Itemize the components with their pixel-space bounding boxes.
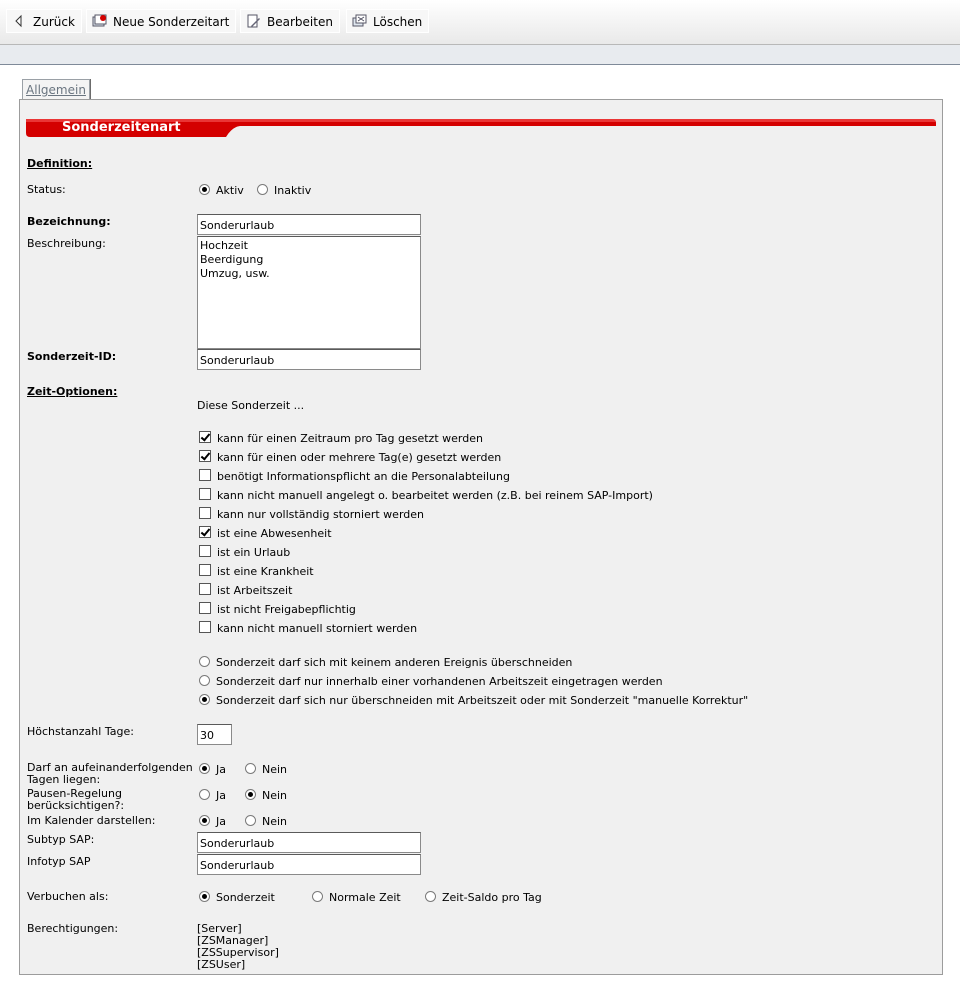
form-panel xyxy=(19,99,943,975)
name-label: Bezeichnung: xyxy=(27,215,111,228)
infotype-sap-input[interactable]: Sonderurlaub xyxy=(197,854,421,875)
delete-label: Löschen xyxy=(373,15,423,29)
consecutive-days-label xyxy=(27,762,193,786)
time-option-label: kann nur vollständig storniert werden xyxy=(217,508,424,521)
time-option-checkbox[interactable] xyxy=(199,545,290,559)
description-label: Beschreibung: xyxy=(27,237,106,250)
calendar-no-label: Nein xyxy=(262,815,288,828)
time-option-checkbox[interactable] xyxy=(199,602,356,616)
book-as-normal-time-radio[interactable] xyxy=(312,891,401,904)
time-option-checkbox[interactable] xyxy=(199,431,483,445)
radio-dot xyxy=(199,656,210,667)
consecutive-yes-radio[interactable] xyxy=(199,763,226,776)
consecutive-no-label: Nein xyxy=(262,763,288,776)
book-as-special-time-radio[interactable] xyxy=(199,891,275,904)
time-option-label: ist ein Urlaub xyxy=(217,546,291,559)
calendar-no-radio[interactable] xyxy=(245,815,287,828)
status-active-label: Aktiv xyxy=(216,184,244,197)
checkbox-box xyxy=(199,526,211,538)
permissions-label: Berechtigungen: xyxy=(27,922,119,935)
description-line: Beerdigung xyxy=(200,253,264,266)
radio-dot xyxy=(199,891,210,902)
pause-rule-label-line1: Pausen-Regelung xyxy=(27,787,122,800)
calendar-label: Im Kalender darstellen: xyxy=(27,814,156,827)
radio-dot xyxy=(425,891,436,902)
radio-dot xyxy=(199,675,210,686)
time-option-checkbox[interactable] xyxy=(199,621,417,635)
radio-dot xyxy=(199,184,210,195)
calendar-yes-label: Ja xyxy=(216,815,226,828)
description-textarea[interactable] xyxy=(197,236,421,349)
definition-heading: Definition: xyxy=(27,157,93,170)
time-option-label: kann nicht manuell storniert werden xyxy=(217,622,418,635)
radio-dot xyxy=(199,789,210,800)
calendar-yes-radio[interactable] xyxy=(199,815,226,828)
time-option-label: kann für einen oder mehrere Tag(e) gesetzt werden xyxy=(217,451,502,464)
pause-rule-yes-radio[interactable] xyxy=(199,789,226,802)
new-document-icon xyxy=(91,13,107,29)
checkbox-box xyxy=(199,583,211,595)
pause-rule-yes-label: Ja xyxy=(216,789,226,802)
time-options-intro: Diese Sonderzeit ... xyxy=(197,399,305,412)
radio-dot xyxy=(245,815,256,826)
permission-item: [Server] xyxy=(197,922,242,935)
checkbox-box xyxy=(199,564,211,576)
back-arrow-icon xyxy=(11,13,27,29)
sub-toolbar xyxy=(0,45,960,65)
time-option-label: kann nicht manuell angelegt o. bearbeitet werden (z.B. bei reinem SAP-Import) xyxy=(217,489,653,502)
checkbox-box xyxy=(199,488,211,500)
time-options-heading: Zeit-Optionen: xyxy=(27,385,118,398)
edit-label: Bearbeiten xyxy=(267,15,333,29)
max-days-input[interactable]: 30 xyxy=(197,724,232,745)
overlap-option-radio[interactable] xyxy=(199,675,663,688)
overlap-option-label: Sonderzeit darf nur innerhalb einer vorhandenen Arbeitszeit eingetragen werden xyxy=(216,675,663,688)
radio-dot xyxy=(257,184,268,195)
checkbox-box xyxy=(199,431,211,443)
time-option-label: ist eine Krankheit xyxy=(217,565,314,578)
consecutive-no-radio[interactable] xyxy=(245,763,287,776)
pause-rule-no-radio[interactable] xyxy=(245,789,287,802)
overlap-option-radio[interactable] xyxy=(199,656,572,669)
time-option-checkbox[interactable] xyxy=(199,526,332,540)
back-button[interactable] xyxy=(6,9,82,33)
delete-icon xyxy=(351,13,367,29)
time-option-label: benötigt Informationspflicht an die Personalabteilung xyxy=(217,470,510,483)
consecutive-days-label-line2: Tagen liegen: xyxy=(27,773,101,786)
pause-rule-label xyxy=(27,788,124,812)
book-as-normal-time-label: Normale Zeit xyxy=(329,891,401,904)
pause-rule-no-label: Nein xyxy=(262,789,288,802)
pause-rule-label-line2: berücksichtigen?: xyxy=(27,799,125,812)
subtype-sap-label: Subtyp SAP: xyxy=(27,833,95,846)
checkbox-box xyxy=(199,621,211,633)
consecutive-yes-label: Ja xyxy=(216,763,226,776)
section-title: Sonderzeitenart xyxy=(62,120,181,135)
status-label: Status: xyxy=(27,183,66,196)
subtype-sap-input[interactable]: Sonderurlaub xyxy=(197,832,421,853)
overlap-option-label: Sonderzeit darf sich nur überschneiden mit Arbeitszeit oder mit Sonderzeit "manuelle Korrektur" xyxy=(216,694,749,707)
status-active-radio[interactable] xyxy=(199,184,244,197)
checkbox-box xyxy=(199,602,211,614)
special-time-id-label: Sonderzeit-ID: xyxy=(27,350,117,363)
infotype-sap-label: Infotyp SAP xyxy=(27,855,91,868)
status-inactive-radio[interactable] xyxy=(257,184,311,197)
checkbox-box xyxy=(199,450,211,462)
description-line: Umzug, usw. xyxy=(200,267,270,280)
book-as-balance-label: Zeit-Saldo pro Tag xyxy=(442,891,542,904)
permission-item: [ZSManager] xyxy=(197,934,269,947)
description-line: Hochzeit xyxy=(200,239,248,252)
tab-general[interactable]: Allgemein xyxy=(22,79,90,100)
new-special-time-type-button[interactable] xyxy=(86,9,236,33)
radio-dot xyxy=(312,891,323,902)
max-days-label: Höchstanzahl Tage: xyxy=(27,725,134,738)
book-as-special-time-label: Sonderzeit xyxy=(216,891,275,904)
time-option-checkbox[interactable] xyxy=(199,469,510,483)
time-option-checkbox[interactable] xyxy=(199,564,314,578)
back-label: Zurück xyxy=(33,15,75,29)
time-option-checkbox[interactable] xyxy=(199,583,292,597)
radio-dot xyxy=(245,763,256,774)
edit-pencil-icon xyxy=(245,13,261,29)
checkbox-box xyxy=(199,469,211,481)
time-option-label: kann für einen Zeitraum pro Tag gesetzt werden xyxy=(217,432,483,445)
time-option-label: ist eine Abwesenheit xyxy=(217,527,332,540)
delete-button[interactable] xyxy=(346,9,429,33)
book-as-label: Verbuchen als: xyxy=(27,890,109,903)
special-time-id-input[interactable]: Sonderurlaub xyxy=(197,349,421,370)
overlap-option-radio[interactable] xyxy=(199,694,748,707)
name-input[interactable]: Sonderurlaub xyxy=(197,214,421,235)
time-option-checkbox[interactable] xyxy=(199,507,424,521)
permissions-list xyxy=(197,923,279,971)
permission-item: [ZSSupervisor] xyxy=(197,946,279,959)
overlap-option-label: Sonderzeit darf sich mit keinem anderen Ereignis überschneiden xyxy=(216,656,573,669)
checkbox-box xyxy=(199,507,211,519)
time-option-label: ist nicht Freigabepflichtig xyxy=(217,603,356,616)
permission-item: [ZSUser] xyxy=(197,958,246,971)
book-as-balance-radio[interactable] xyxy=(425,891,542,904)
radio-dot xyxy=(199,694,210,705)
radio-dot xyxy=(199,815,210,826)
radio-dot xyxy=(245,789,256,800)
edit-button[interactable] xyxy=(240,9,340,33)
toolbar xyxy=(0,0,960,45)
status-inactive-label: Inaktiv xyxy=(274,184,312,197)
time-option-checkbox[interactable] xyxy=(199,488,653,502)
section-header xyxy=(24,117,936,139)
checkbox-box xyxy=(199,545,211,557)
consecutive-days-label-line1: Darf an aufeinanderfolgenden xyxy=(27,761,193,774)
time-option-checkbox[interactable] xyxy=(199,450,501,464)
new-special-time-type-label: Neue Sonderzeitart xyxy=(113,15,230,29)
time-option-label: ist Arbeitszeit xyxy=(217,584,293,597)
radio-dot xyxy=(199,763,210,774)
